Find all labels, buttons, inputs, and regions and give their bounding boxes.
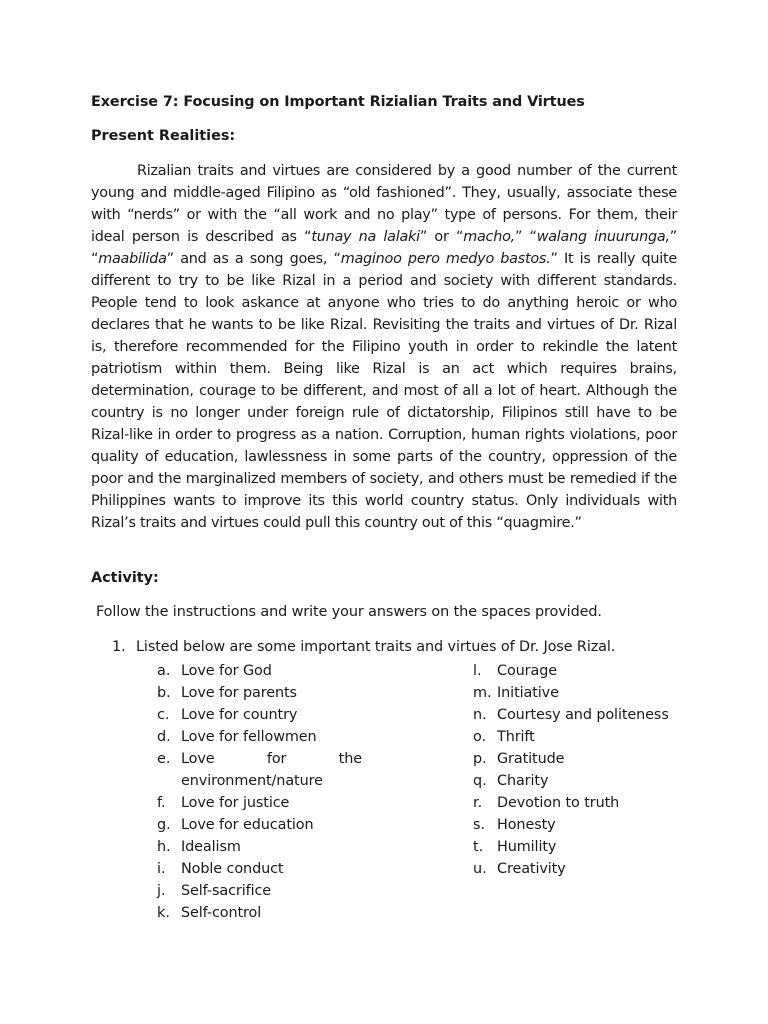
list-letter: o. — [473, 729, 487, 745]
paragraph-italic: tunay na lalaki — [311, 229, 420, 245]
list-letter: n. — [473, 707, 487, 723]
list-item — [473, 814, 703, 836]
traits-list-right — [473, 660, 703, 880]
present-realities-paragraph — [91, 160, 677, 534]
paragraph-text: ” or “ — [419, 229, 464, 245]
list-text: Courage — [497, 663, 557, 679]
list-letter: r. — [473, 795, 483, 811]
list-item — [473, 792, 703, 814]
list-item — [473, 660, 703, 682]
list-text: Humility — [497, 839, 557, 855]
list-text: Love for fellowmen — [181, 729, 317, 745]
paragraph-text: Rizalian traits and virtues are considered by a good number of the current young and middle-aged Filipino as “old fashioned”. They, usually, associate these with “nerds” or with the “all work and no play” type of persons. For them, their ideal person is described as “ — [91, 163, 677, 245]
list-item — [157, 814, 362, 836]
list-text: Gratitude — [497, 751, 565, 767]
activity-instructions: Follow the instructions and write your answers on the spaces provided. — [96, 604, 602, 620]
list-text: Self-control — [181, 905, 262, 921]
paragraph-text: ” “ — [91, 229, 677, 267]
list-letter: g. — [157, 817, 171, 833]
list-letter: f. — [157, 795, 166, 811]
list-letter: j. — [157, 883, 166, 899]
list-text: Noble conduct — [181, 861, 284, 877]
list-text: Devotion to truth — [497, 795, 620, 811]
paragraph-text: ” It is really quite different to try to be like Rizal in a period and society with different standards. People tend to look askance at anyone who tries to do anything heroic or who declares that he wants to be like Rizal. Revisiting the traits and virtues of Dr. Rizal is, therefore recommended for the Filipino youth in order to rekindle the latent patriotism within them. Being like Rizal is an act which requires brains, determination, courage to be different, and most of all a lot of heart. Although the country is no longer under foreign rule of dictatorship, Filipinos still have to be Rizal-like in order to progress as a nation. Corruption, human rights violations, poor quality of education, lawlessness in some parts of the country, oppression of the poor and the marginalized members of society, and others must be remedied if the Philippines wants to improve its this world country status. Only individuals with Rizal’s traits and virtues could pull this country out of this “quagmire.” — [91, 251, 677, 531]
paragraph-italic: maginoo pero medyo bastos. — [340, 251, 551, 267]
list-item — [473, 748, 703, 770]
list-text: Honesty — [497, 817, 556, 833]
list-letter: a. — [157, 663, 171, 679]
list-item — [473, 858, 703, 880]
numbered-item — [112, 639, 615, 655]
list-item — [157, 792, 362, 814]
item-text: Listed below are some important traits and virtues of Dr. Jose Rizal. — [136, 639, 616, 655]
list-item — [473, 770, 703, 792]
list-text: Initiative — [497, 685, 559, 701]
activity-heading: Activity: — [91, 570, 159, 586]
list-item — [157, 748, 362, 792]
list-text: Creativity — [497, 861, 566, 877]
list-text: Idealism — [181, 839, 241, 855]
list-text: Thrift — [497, 729, 535, 745]
list-letter: d. — [157, 729, 171, 745]
list-text: Courtesy and politeness — [497, 707, 669, 723]
list-text: Love for education — [181, 817, 314, 833]
list-letter: m. — [473, 685, 492, 701]
list-item — [473, 836, 703, 858]
paragraph-italic: maabilida — [98, 251, 167, 267]
list-item — [157, 836, 362, 858]
list-item — [473, 704, 703, 726]
list-letter: e. — [157, 751, 171, 767]
traits-list-left — [157, 660, 362, 924]
list-letter: l. — [473, 663, 482, 679]
list-item — [157, 660, 362, 682]
list-item — [473, 726, 703, 748]
list-letter: c. — [157, 707, 170, 723]
list-letter: b. — [157, 685, 171, 701]
list-letter: q. — [473, 773, 487, 789]
item-number: 1. — [112, 639, 126, 655]
list-item — [157, 902, 362, 924]
exercise-title: Exercise 7: Focusing on Important Rizialian Traits and Virtues — [91, 94, 585, 110]
list-text: Self-sacrifice — [181, 883, 272, 899]
list-item — [157, 858, 362, 880]
list-text: Love for country — [181, 707, 298, 723]
list-text: Love for God — [181, 663, 272, 679]
list-text: Love for parents — [181, 685, 297, 701]
list-item — [157, 682, 362, 704]
list-letter: t. — [473, 839, 484, 855]
list-item — [157, 704, 362, 726]
list-letter: h. — [157, 839, 171, 855]
list-letter: k. — [157, 905, 170, 921]
list-letter: u. — [473, 861, 487, 877]
list-text: Charity — [497, 773, 549, 789]
list-text: Love for justice — [181, 795, 290, 811]
list-item — [157, 880, 362, 902]
paragraph-text: ” and as a song goes, “ — [166, 251, 341, 267]
list-letter: p. — [473, 751, 487, 767]
list-letter: s. — [473, 817, 486, 833]
list-letter: i. — [157, 861, 166, 877]
list-item — [473, 682, 703, 704]
paragraph-text: ” “ — [514, 229, 537, 245]
list-text: Love for the environment/nature — [181, 751, 362, 789]
paragraph-italic: macho, — [463, 229, 515, 245]
list-item — [157, 726, 362, 748]
present-realities-heading: Present Realities: — [91, 128, 236, 144]
paragraph-italic: walang inuurunga, — [536, 229, 670, 245]
